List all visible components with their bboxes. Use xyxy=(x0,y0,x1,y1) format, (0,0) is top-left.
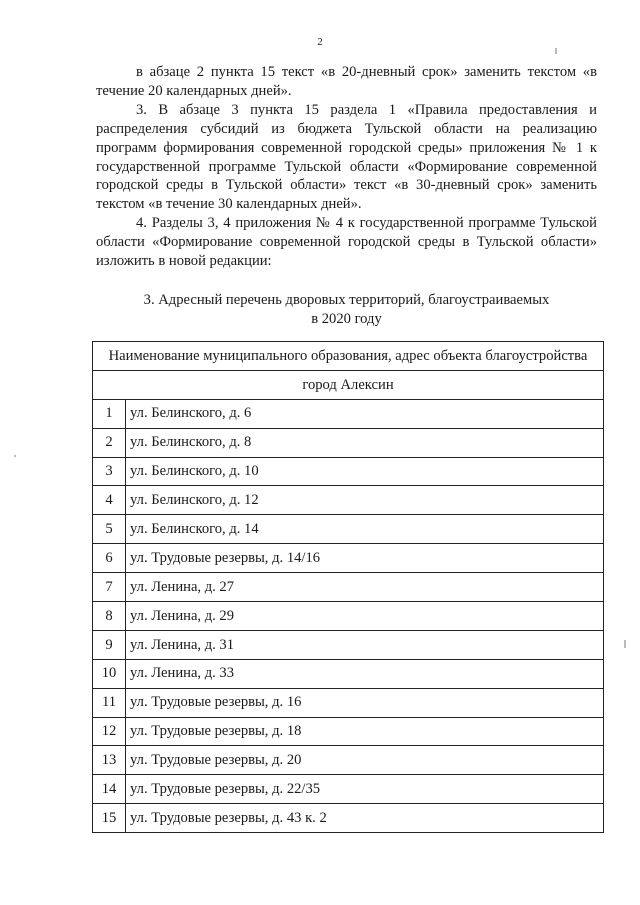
table-row xyxy=(93,457,604,486)
table-row xyxy=(93,573,604,602)
table-row xyxy=(93,775,604,804)
table-group-row xyxy=(93,370,604,399)
address-cell: ул. Ленина, д. 31 xyxy=(126,630,604,659)
address-cell: ул. Ленина, д. 27 xyxy=(126,573,604,602)
municipality-name: город Алексин xyxy=(93,370,604,399)
table-row xyxy=(93,544,604,573)
table-row xyxy=(93,486,604,515)
table-header: Наименование муниципального образования, адрес объекта благоустройства xyxy=(93,342,604,371)
table-row xyxy=(93,399,604,428)
row-number: 15 xyxy=(93,804,126,833)
address-cell: ул. Ленина, д. 29 xyxy=(126,602,604,631)
row-number: 13 xyxy=(93,746,126,775)
address-table xyxy=(92,341,604,833)
row-number: 14 xyxy=(93,775,126,804)
table-row xyxy=(93,659,604,688)
address-cell: ул. Трудовые резервы, д. 14/16 xyxy=(126,544,604,573)
scan-speck xyxy=(555,48,557,54)
address-cell: ул. Трудовые резервы, д. 16 xyxy=(126,688,604,717)
table-row xyxy=(93,717,604,746)
table-row xyxy=(93,804,604,833)
row-number: 2 xyxy=(93,428,126,457)
table-row xyxy=(93,602,604,631)
body-text xyxy=(96,63,597,271)
row-number: 8 xyxy=(93,602,126,631)
table-row xyxy=(93,428,604,457)
table-row xyxy=(93,688,604,717)
row-number: 5 xyxy=(93,515,126,544)
row-number: 9 xyxy=(93,630,126,659)
scan-speck xyxy=(14,455,16,457)
row-number: 6 xyxy=(93,544,126,573)
table-header-row xyxy=(93,342,604,371)
row-number: 11 xyxy=(93,688,126,717)
table-row xyxy=(93,746,604,775)
address-cell: ул. Белинского, д. 6 xyxy=(126,399,604,428)
address-cell: ул. Белинского, д. 8 xyxy=(126,428,604,457)
paragraph: в абзаце 2 пункта 15 текст «в 20-дневный срок» заменить текстом «в течение 20 календарных дней». xyxy=(96,64,597,99)
address-cell: ул. Белинского, д. 10 xyxy=(126,457,604,486)
address-cell: ул. Трудовые резервы, д. 22/35 xyxy=(126,775,604,804)
row-number: 7 xyxy=(93,573,126,602)
section-heading-line: 3. Адресный перечень дворовых территорий, благоустраиваемых xyxy=(143,292,550,308)
address-cell: ул. Трудовые резервы, д. 43 к. 2 xyxy=(126,804,604,833)
address-cell: ул. Белинского, д. 12 xyxy=(126,486,604,515)
scan-speck xyxy=(624,640,626,648)
row-number: 3 xyxy=(93,457,126,486)
section-heading xyxy=(96,291,597,328)
section-heading-line: в 2020 году xyxy=(311,310,382,327)
table-row xyxy=(93,515,604,544)
paragraph: 3. В абзаце 3 пункта 15 раздела 1 «Правила предоставления и распределения субсидий из бюджета Тульской области на реализацию программ формирования современной городской среды» приложения № 1 к государственной программе Тульской области «Формирование современной городской среды в Тульской области» текст «в 30-дневный срок» заменить текстом «в течение 30 календарных дней». xyxy=(96,101,597,213)
page-number: 2 xyxy=(317,36,323,48)
row-number: 10 xyxy=(93,659,126,688)
row-number: 12 xyxy=(93,717,126,746)
row-number: 4 xyxy=(93,486,126,515)
paragraph: 4. Разделы 3, 4 приложения № 4 к государственной программе Тульской области «Формирование современной городской среды в Тульской области» изложить в новой редакции: xyxy=(96,215,597,270)
address-cell: ул. Трудовые резервы, д. 20 xyxy=(126,746,604,775)
table-row xyxy=(93,630,604,659)
address-cell: ул. Трудовые резервы, д. 18 xyxy=(126,717,604,746)
address-cell: ул. Ленина, д. 33 xyxy=(126,659,604,688)
address-cell: ул. Белинского, д. 14 xyxy=(126,515,604,544)
row-number: 1 xyxy=(93,399,126,428)
